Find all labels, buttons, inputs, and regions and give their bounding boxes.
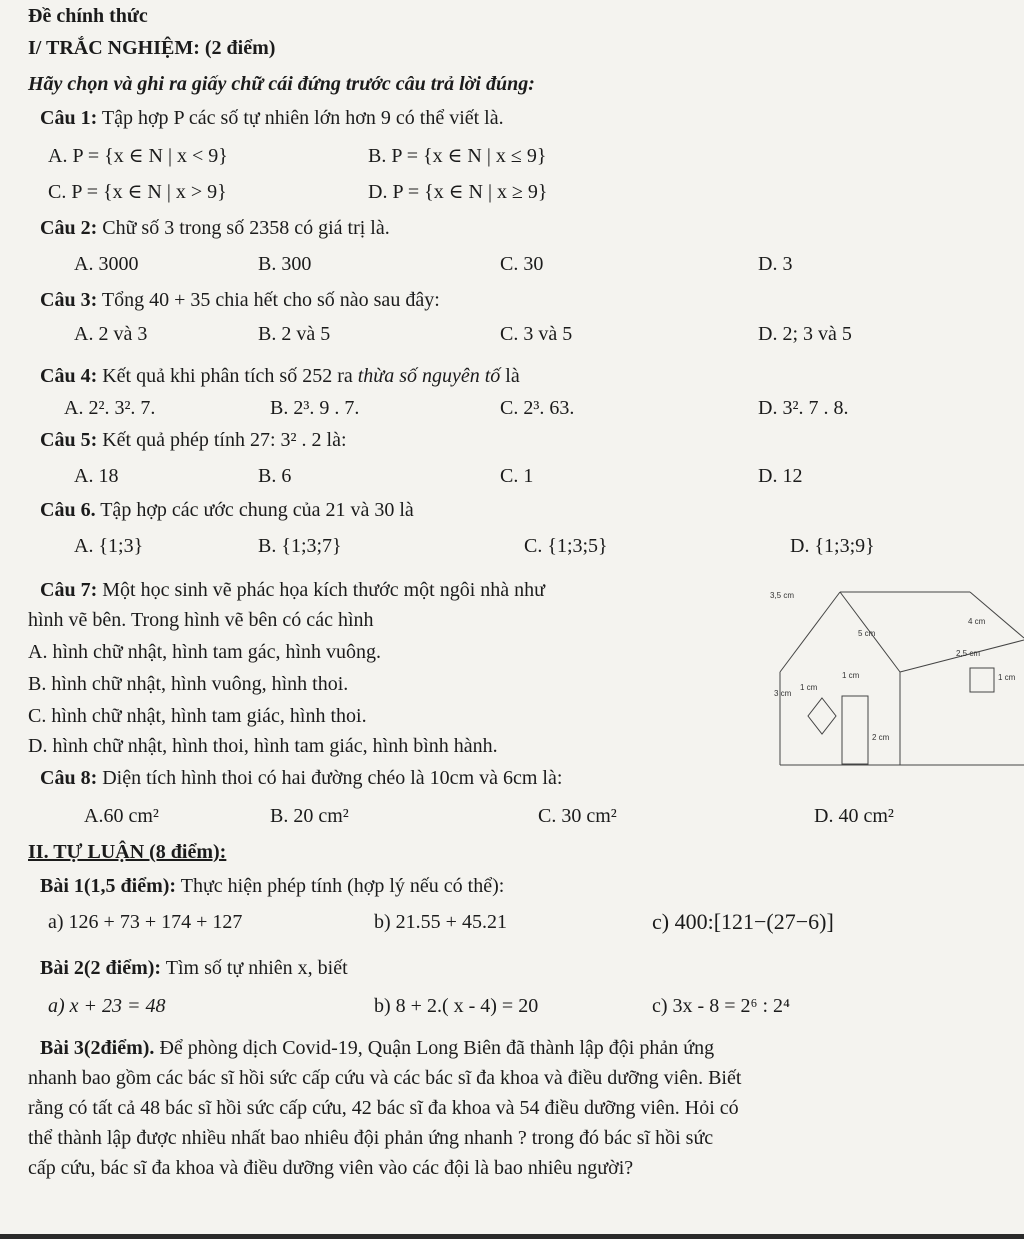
bai1-item-b: b) 21.55 + 45.21: [374, 911, 507, 933]
section2-title: II. TỰ LUẬN (8 điểm):: [28, 841, 227, 863]
bai2: [40, 956, 348, 980]
house-sketch-figure: [770, 580, 1024, 770]
bai3-line-5: cấp cứu, bác sĩ đa khoa và điều dưỡng viên vào các đội là bao nhiêu người?: [28, 1157, 634, 1179]
official-label: Đề chính thức: [28, 5, 148, 27]
q6-option-d: D. {1;3;9}: [790, 535, 875, 557]
q2-label: Câu 2:: [40, 217, 98, 239]
q2: [40, 216, 390, 240]
q7-option-c: C. hình chữ nhật, hình tam giác, hình thoi.: [28, 705, 367, 727]
bai3-line-1: [40, 1036, 714, 1060]
q6: [40, 498, 414, 522]
label-roof-side: 3,5 cm: [770, 591, 795, 600]
bai2-item-b: b) 8 + 2.( x - 4) = 20: [374, 995, 539, 1017]
q3-label: Câu 3:: [40, 289, 98, 311]
q7-option-d: D. hình chữ nhật, hình thoi, hình tam giác, hình bình hành.: [28, 735, 498, 757]
q3-option-c: C. 3 và 5: [500, 323, 573, 345]
square-window: [970, 668, 994, 692]
label-window-h: 1 cm: [998, 673, 1016, 682]
q8: [40, 766, 562, 790]
q1-label: Câu 1:: [40, 107, 98, 129]
bai3-line-3: rằng có tất cả 48 bác sĩ hồi sức cấp cứu, 42 bác sĩ đa khoa và 54 điều dưỡng viên. Hỏi có: [28, 1097, 739, 1119]
q4: [40, 364, 520, 388]
q8-option-b: B. 20 cm²: [270, 805, 349, 827]
bai2-item-c: c) 3x - 8 = 2⁶ : 2⁴: [652, 995, 790, 1017]
roof-right-slope: [970, 592, 1024, 638]
q6-label: Câu 6.: [40, 499, 96, 521]
q2-option-d: D. 3: [758, 253, 793, 275]
q6-text: Tập hợp các ước chung của 21 và 30 là: [100, 499, 414, 521]
q1-option-d: D. P = {x ∈ N | x ≥ 9}: [368, 181, 548, 203]
q8-option-c: C. 30 cm²: [538, 805, 617, 827]
q4-option-d: D. 3². 7 . 8.: [758, 397, 849, 419]
bai1-text: Thực hiện phép tính (hợp lý nếu có thể):: [180, 875, 505, 897]
q1-text: Tập hợp P các số tự nhiên lớn hơn 9 có thể viết là.: [101, 107, 504, 129]
label-roof-top: 5 cm: [858, 629, 876, 638]
q5-option-c: C. 1: [500, 465, 534, 487]
bai3-line-4: thể thành lập được nhiều nhất bao nhiêu đội phản ứng nhanh ? trong đó bác sĩ hồi sức: [28, 1127, 714, 1149]
q1: [40, 106, 504, 130]
q7: [40, 578, 545, 602]
q5-option-a: A. 18: [74, 465, 119, 487]
q7-label: Câu 7:: [40, 579, 98, 601]
q7-text-1: Một học sinh vẽ phác họa kích thước một ngôi nhà như: [102, 579, 545, 601]
q5: [40, 428, 347, 452]
q7-option-b: B. hình chữ nhật, hình vuông, hình thoi.: [28, 673, 349, 695]
q4-option-a: A. 2². 3². 7.: [64, 397, 156, 419]
bai1-label: Bài 1(1,5 điểm):: [40, 875, 177, 897]
q4-text-a: Kết quả khi phân tích số 252 ra: [102, 365, 358, 387]
roof-left-edge: [780, 592, 840, 672]
q3: [40, 288, 440, 312]
q4-option-b: B. 2³. 9 . 7.: [270, 397, 360, 419]
bai2-label: Bài 2(2 điểm):: [40, 957, 162, 979]
bai3-label: Bài 3(2điểm).: [40, 1037, 155, 1059]
q3-option-d: D. 2; 3 và 5: [758, 323, 852, 345]
label-door-h: 2 cm: [872, 733, 890, 742]
q6-option-a: A. {1;3}: [74, 535, 144, 557]
q5-option-b: B. 6: [258, 465, 292, 487]
q1-option-a: A. P = {x ∈ N | x < 9}: [48, 145, 228, 167]
label-rhombus-top: 1 cm: [800, 683, 818, 692]
q8-text: Diện tích hình thoi có hai đường chéo là 10cm và 6cm là:: [102, 767, 563, 789]
q2-option-c: C. 30: [500, 253, 544, 275]
bai1: [40, 874, 504, 898]
q4-text-italic: thừa số nguyên tố: [357, 365, 501, 387]
label-right-top: 4 cm: [968, 617, 986, 626]
label-rhombus-left: 3 cm: [774, 689, 792, 698]
bai2-text: Tìm số tự nhiên x, biết: [165, 957, 348, 979]
q7-option-a: A. hình chữ nhật, hình tam gác, hình vuông.: [28, 641, 382, 663]
q7-text-2: hình vẽ bên. Trong hình vẽ bên có các hình: [28, 609, 374, 631]
q5-label: Câu 5:: [40, 429, 98, 451]
bottom-rule: [0, 1234, 1024, 1239]
q8-label: Câu 8:: [40, 767, 98, 789]
q3-option-b: B. 2 và 5: [258, 323, 331, 345]
q1-option-c: C. P = {x ∈ N | x > 9}: [48, 181, 227, 203]
q3-option-a: A. 2 và 3: [74, 323, 148, 345]
bai1-item-a: a) 126 + 73 + 174 + 127: [48, 911, 243, 933]
bai1-item-c: c) 400:[121−(27−6)]: [652, 909, 834, 934]
q3-text: Tổng 40 + 35 chia hết cho số nào sau đây:: [101, 289, 440, 311]
bai2-item-a: a) x + 23 = 48: [48, 995, 166, 1017]
q5-option-d: D. 12: [758, 465, 803, 487]
q4-label: Câu 4:: [40, 365, 98, 387]
label-window-side: 2,5 cm: [956, 649, 981, 658]
q8-option-a: A.60 cm²: [84, 805, 159, 827]
bai3-text-1: Để phòng dịch Covid-19, Quận Long Biên đã thành lập đội phản ứng: [159, 1037, 715, 1059]
instruction: Hãy chọn và ghi ra giấy chữ cái đứng trước câu trả lời đúng:: [28, 73, 535, 95]
q4-text-b: là: [500, 365, 520, 387]
door-rect: [842, 696, 868, 764]
q8-option-d: D. 40 cm²: [814, 805, 894, 827]
q1-option-b: B. P = {x ∈ N | x ≤ 9}: [368, 145, 547, 167]
label-door-top: 1 cm: [842, 671, 860, 680]
rhombus-window: [808, 698, 836, 734]
q6-option-c: C. {1;3;5}: [524, 535, 608, 557]
q2-option-a: A. 3000: [74, 253, 139, 275]
q6-option-b: B. {1;3;7}: [258, 535, 342, 557]
q5-text: Kết quả phép tính 27: 3² . 2 là:: [102, 429, 347, 451]
q4-option-c: C. 2³. 63.: [500, 397, 575, 419]
q2-option-b: B. 300: [258, 253, 312, 275]
q2-text: Chữ số 3 trong số 2358 có giá trị là.: [102, 217, 390, 239]
bai3-line-2: nhanh bao gồm các bác sĩ hồi sức cấp cứu và các bác sĩ đa khoa và điều dưỡng viên. Biết: [28, 1067, 742, 1089]
section1-title: I/ TRẮC NGHIỆM: (2 điểm): [28, 37, 276, 59]
